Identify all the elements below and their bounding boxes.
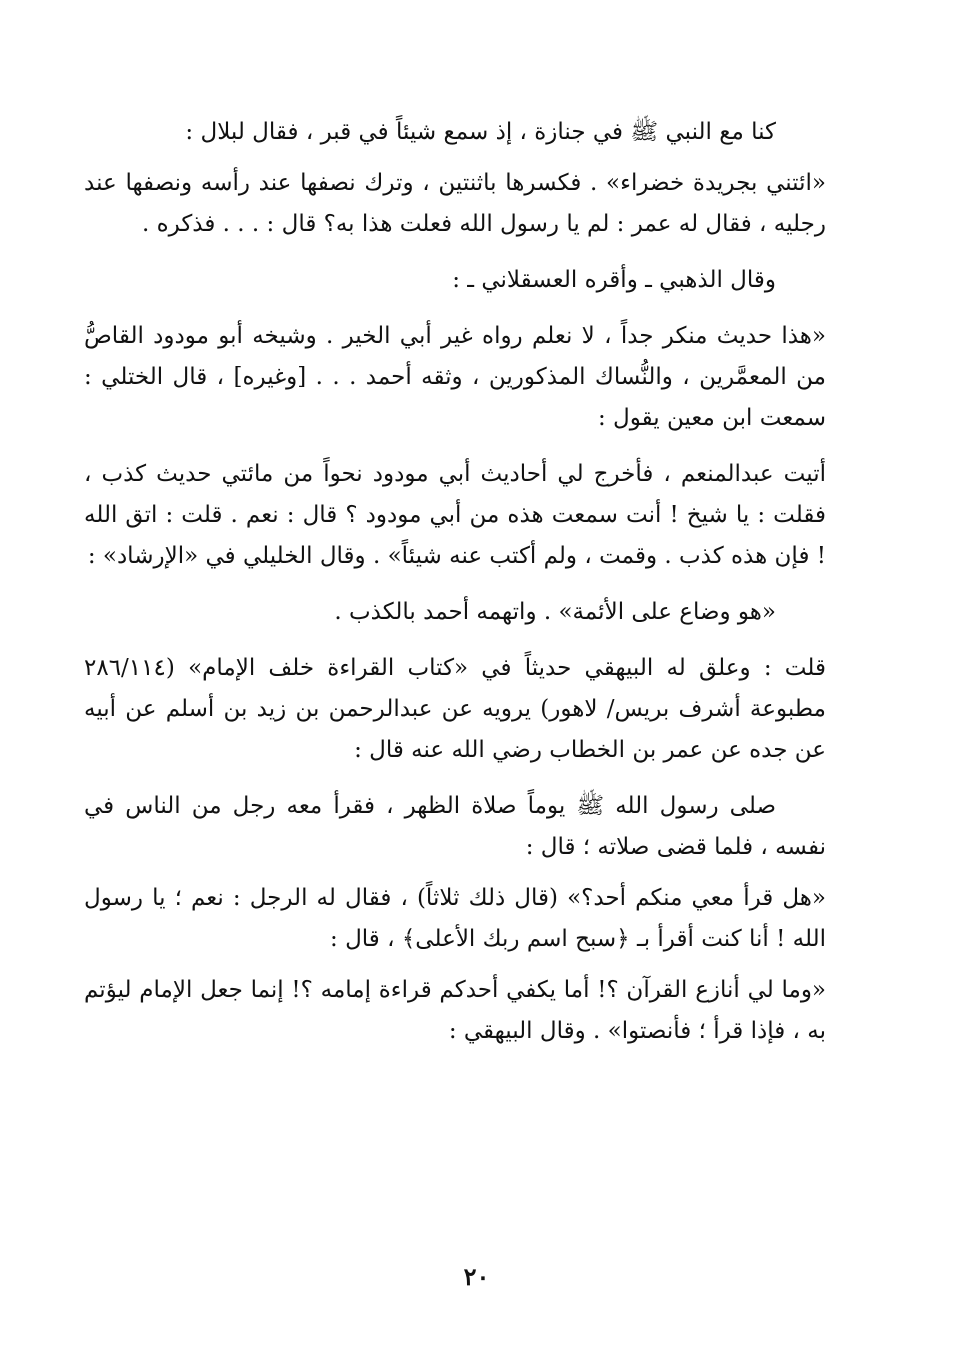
paragraph-dhuhr-prayer: صلى رسول الله ﷺ يوماً صلاة الظهر ، فقرأ معه رجل من الناس في نفسه ، فلما قضى صلاته ؛ قال : [84, 793, 826, 860]
paragraph-munkar-hadith: «هذا حديث منكر جداً ، لا نعلم رواه غير أبي الخير . وشيخه أبو مودود القاصُّ من المعمَّرين ، والنُّساك المذكورين ، وثقه أحمد . . . [وغيره] ، قال الختلي : سمعت ابن معين يقول : [84, 323, 826, 431]
paragraph-who-recited: «هل قرأ معي منكم أحد؟» (قال ذلك ثلاثاً) ، فقال له الرجل : نعم ؛ يا رسول الله ! أنا كنت أقرأ بـ ﴿سبح اسم ربك الأعلى﴾ ، قال : [84, 885, 826, 952]
paragraph-abdulmunim-quote: أتيت عبدالمنعم ، فأخرج لي أحاديث أبي مودود نحواً من مائتي حديث كذب ، فقلت : يا شيخ ! أنت سمعت هذه من أبي مودود ؟ قال : نعم . قلت : اتق الله ! فإن هذه كذب . وقمت ، ولم أكتب عنه شيئاً» . وقال الخليلي في «الإرشاد» : [84, 461, 826, 569]
paragraph-fabricator: «هو وضاع على الأئمة» . واتهمه أحمد بالكذب . [334, 599, 776, 625]
paragraph-imam-quote: «وما لي أنازع القرآن ؟! أما يكفي أحدكم قراءة إمامه ؟! إنما جعل الإمام ليؤتم به ، فإذا قرأ ؛ فأنصتوا» . وقال البيهقي : [84, 977, 826, 1044]
page-number: ٢٠ [463, 1262, 490, 1291]
paragraph-green-branch: «ائتني بجريدة خضراء» . فكسرها باثنتين ، وترك نصفها عند رأسه ونصفها عند رجليه ، فقال له عمر : لم يا رسول الله فعلت هذا به؟ قال : . . . فذكره . [84, 170, 826, 237]
body-text [84, 112, 826, 1067]
paragraph-funeral-narration: كنا مع النبي ﷺ في جنازة ، إذ سمع شيئاً في قبر ، فقال لبلال : [185, 119, 776, 145]
paragraph-dhahabi-intro: وقال الذهبي ـ وأقره العسقلاني ـ : [452, 267, 776, 293]
paragraph-bayhaqi-reference: قلت : وعلق له البيهقي حديثاً في «كتاب القراءة خلف الإمام» (٢٨٦/١١٤ مطبوعة أشرف بريس/ لاهور) يرويه عن عبدالرحمن بن زيد بن أسلم عن أبيه عن جده عن عمر بن الخطاب رضي الله عنه قال : [84, 655, 826, 763]
